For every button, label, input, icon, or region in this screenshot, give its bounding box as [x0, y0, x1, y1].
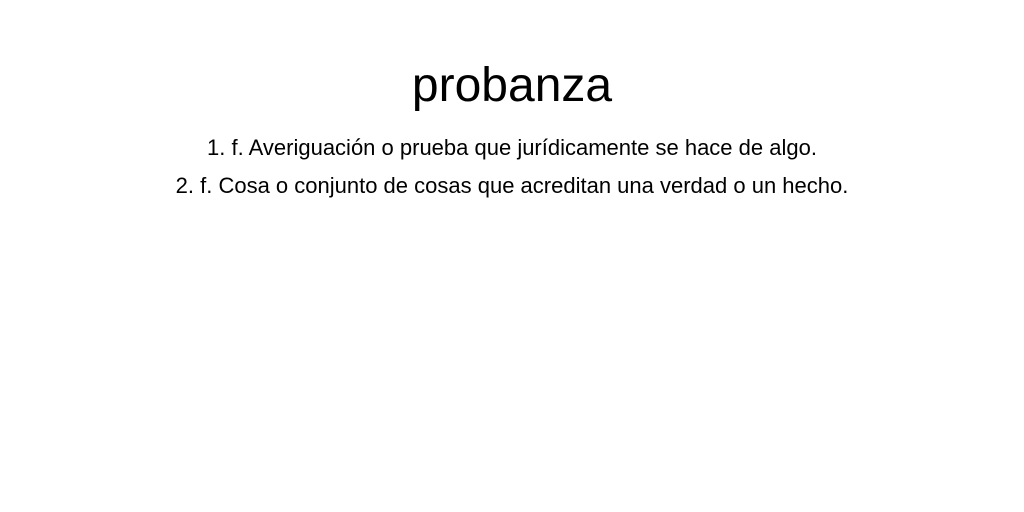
definition-item: 2. f. Cosa o conjunto de cosas que acreditan una verdad o un hecho.: [175, 173, 849, 198]
definition-item: 1. f. Averiguación o prueba que jurídicamente se hace de algo.: [207, 135, 817, 160]
headword: probanza: [411, 59, 613, 112]
definition-list: [0, 129, 1024, 205]
